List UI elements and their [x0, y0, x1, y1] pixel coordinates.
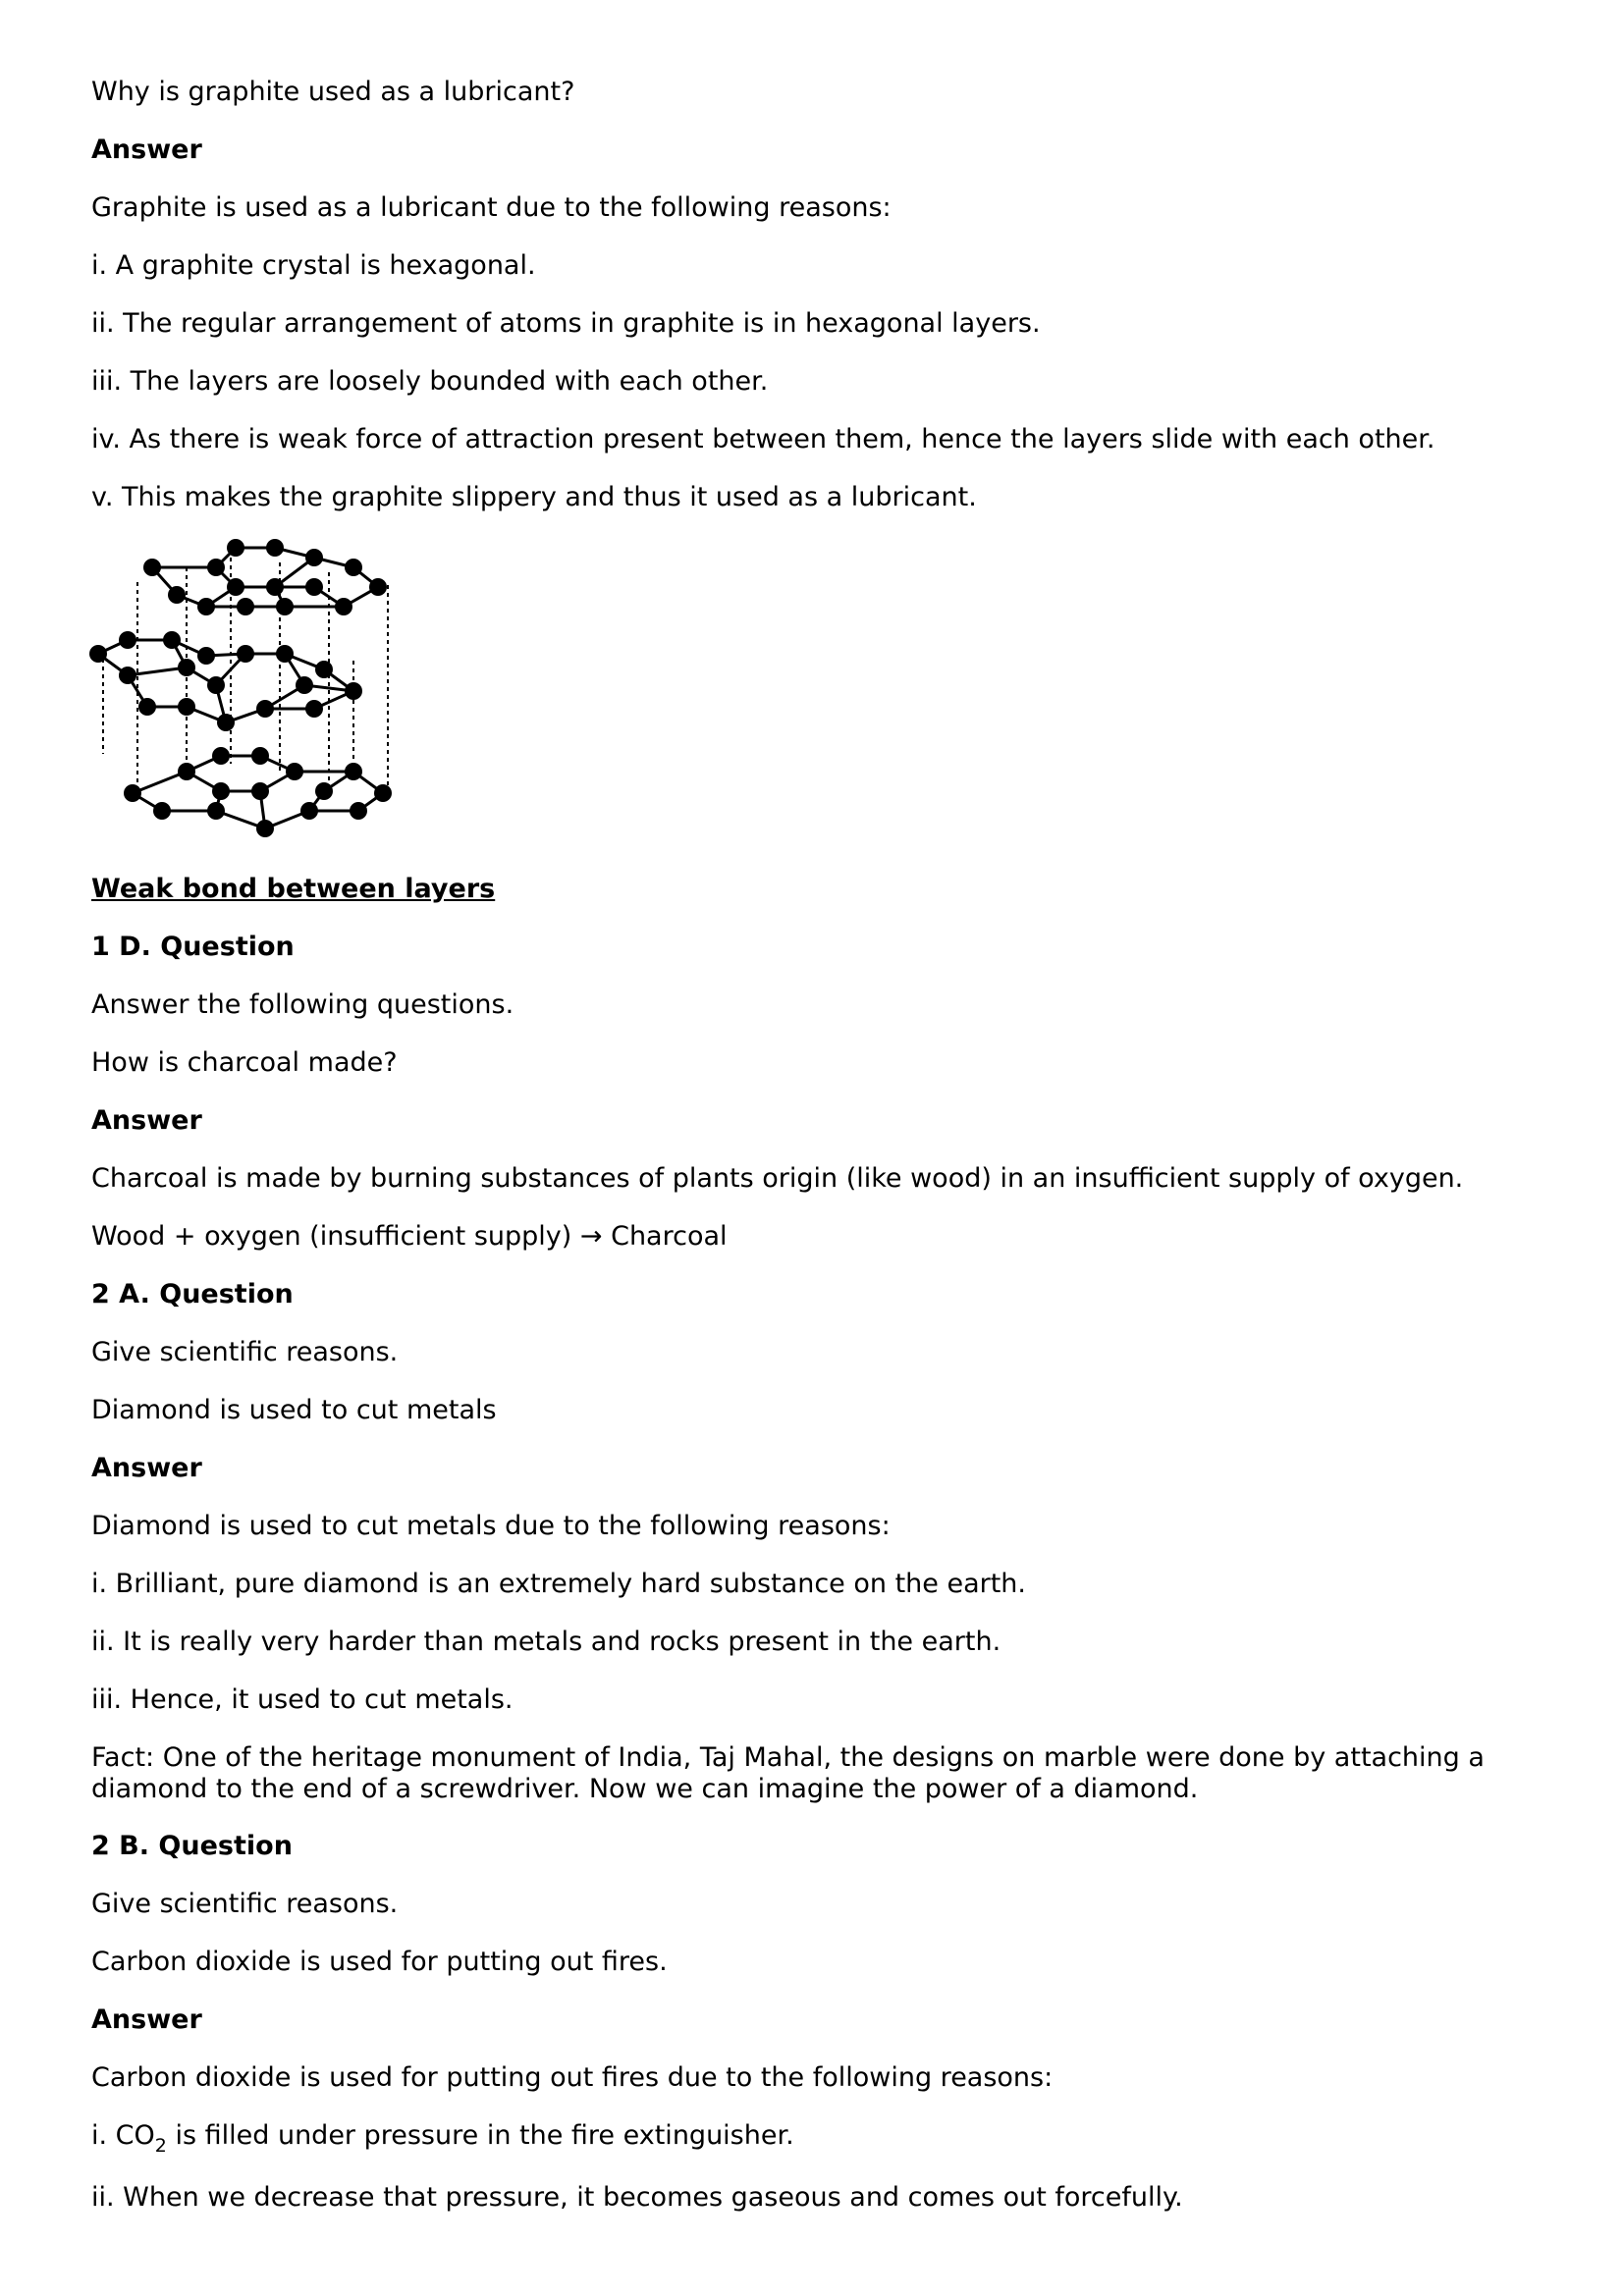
question-instruction: Answer the following questions.: [91, 989, 514, 1020]
word-equation: Wood + oxygen (insufficient supply) → Charcoal: [91, 1221, 728, 1252]
question-instruction: Give scientific reasons.: [91, 1337, 399, 1367]
answer-point: ii. The regular arrangement of atoms in graphite is in hexagonal layers.: [91, 308, 1041, 339]
graphite-structure-diagram: [88, 538, 422, 848]
question-heading-1d: 1 D. Question: [91, 932, 295, 962]
subscript: 2: [154, 2135, 167, 2157]
answer-point: ii. It is really very harder than metals and rocks present in the earth.: [91, 1627, 1001, 1657]
answer-point: i. Brilliant, pure diamond is an extremely hard substance on the earth.: [91, 1569, 1027, 1599]
figure-caption: Weak bond between layers: [91, 874, 496, 904]
answer-label: Answer: [91, 1105, 202, 1136]
question-heading-2a: 2 A. Question: [91, 1279, 294, 1309]
question-text: Carbon dioxide is used for putting out fires.: [91, 1947, 668, 1977]
answer-point: iv. As there is weak force of attraction present between them, hence the layers slide with each other.: [91, 424, 1435, 454]
answer-point: iii. The layers are loosely bounded with each other.: [91, 366, 769, 397]
question-graphite: Why is graphite used as a lubricant?: [91, 77, 575, 107]
question-heading-2b: 2 B. Question: [91, 1831, 293, 1861]
fact-note: Fact: One of the heritage monument of India, Taj Mahal, the designs on marble were done by attaching a diamond to the end of a screwdriver. Now we can imagine the power of a diamond.: [91, 1742, 1485, 1804]
answer-text: Charcoal is made by burning substances of plants origin (like wood) in an insufficient supply of oxygen.: [91, 1163, 1464, 1194]
answer-intro: Carbon dioxide is used for putting out fires due to the following reasons:: [91, 2062, 1054, 2093]
point-prefix: i. CO: [91, 2120, 155, 2151]
answer-point: [91, 2120, 794, 2157]
question-text: Diamond is used to cut metals: [91, 1395, 497, 1425]
answer-label: Answer: [91, 1453, 202, 1483]
answer-label: Answer: [91, 134, 202, 165]
point-suffix: is filled under pressure in the fire extinguisher.: [166, 2120, 794, 2151]
answer-point: v. This makes the graphite slippery and thus it used as a lubricant.: [91, 482, 977, 512]
answer-intro: Graphite is used as a lubricant due to the following reasons:: [91, 192, 892, 223]
question-instruction: Give scientific reasons.: [91, 1889, 399, 1919]
answer-label: Answer: [91, 2004, 202, 2035]
question-text: How is charcoal made?: [91, 1047, 398, 1078]
answer-point: i. A graphite crystal is hexagonal.: [91, 250, 536, 281]
answer-intro: Diamond is used to cut metals due to the following reasons:: [91, 1511, 891, 1541]
answer-point: ii. When we decrease that pressure, it becomes gaseous and comes out forcefully.: [91, 2182, 1183, 2213]
answer-point: iii. Hence, it used to cut metals.: [91, 1684, 514, 1715]
